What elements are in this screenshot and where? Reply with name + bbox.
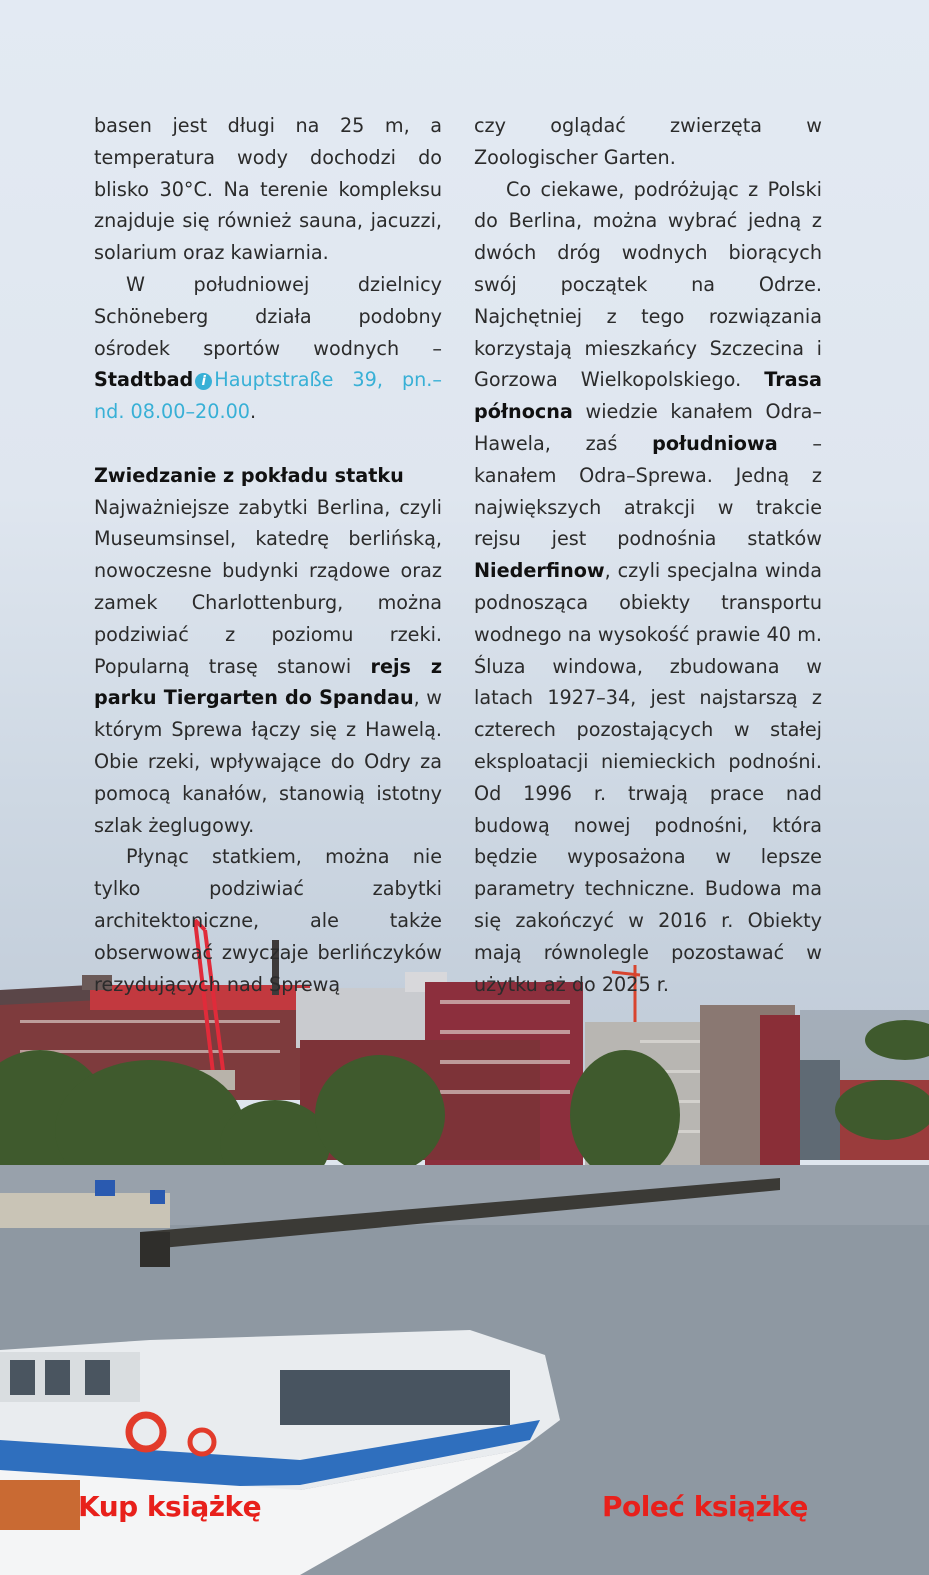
- text: .: [250, 400, 257, 424]
- text: wiedzie kanałem Odra–Hawela, zaś: [474, 400, 822, 455]
- section-heading: Zwiedzanie z pokładu statku: [94, 463, 404, 487]
- paragraph: [94, 492, 442, 842]
- venue-address: Hauptstraße 39, pn.–nd. 08.00–20.00: [94, 368, 442, 424]
- paragraph: basen jest długi na 25 m, a temperatura wody dochodzi do blisko 30°C. Na terenie kompleksu znajduje się również sauna, jacuzzi, solarium oraz kawiarnia.: [94, 114, 442, 265]
- text: , w którym Sprewa łączy się z Hawelą. Obie rzeki, wpływające do Odry za pomocą kanałów, stanowią istotny szlak żeglugowy.: [94, 686, 442, 837]
- paragraph: czy oglądać zwierzęta w Zoologischer Garten.: [474, 114, 822, 169]
- venue-name: Stadtbad: [94, 368, 194, 392]
- text: W południowej dzielnicy Schöneberg działa podobny ośrodek sportów wodnych –: [94, 272, 442, 360]
- text-column-left: [94, 110, 442, 1000]
- text: – kanałem Odra–Sprewa. Jedną z największych atrakcji w trakcie rejsu jest podnośnia statków: [474, 431, 822, 551]
- paragraph-stadtbad: [94, 269, 442, 428]
- bold-text: Niederfinow: [474, 559, 605, 583]
- text: Najważniejsze zabytki Berlina, czyli Museumsinsel, katedrę berlińską, nowoczesne budynki rządowe oraz zamek Charlottenburg, można podziwiać z poziomu rzeki. Popularną trasę stanowi: [94, 495, 442, 678]
- bold-text: rejs z parku Tiergarten do Spandau: [94, 654, 442, 710]
- text: , czyli specjalna winda podnosząca obiekty transportu wodnego na wysokość prawie 40 m. Śluza windowa, zbudowana w latach 1927–34, jest najstarszą z czterech pozostających w stałej eksploatacji niemieckich podnośni. Od 1996 r. trwają prace nad budową nowej podnośni, która będzie wyposażona w lepsze parametry techniczne. Budowa ma się zakończyć w 2016 r. Obiekty mają równolegle pozostawać w użytku aż do 2025 r.: [474, 559, 822, 996]
- bold-text: południowa: [652, 431, 778, 455]
- paragraph: Płynąc statkiem, można nie tylko podziwiać zabytki architektoniczne, ale także obserwować zwyczaje berlińczyków rezydujących nad Sprewą: [94, 845, 442, 996]
- text: Co ciekawe, podróżując z Polski do Berlina, można wybrać jedną z dwóch dróg wodnych biorących swój początek na Odrze. Najchętniej z tego rozwiązania korzystają mieszkańcy Szczecina i Gorzowa Wielkopolskiego.: [474, 177, 822, 392]
- paragraph: [474, 174, 822, 1001]
- buy-book-link[interactable]: Kup książkę: [78, 1490, 262, 1523]
- info-icon: i: [195, 373, 212, 390]
- bold-text: Trasa północna: [474, 368, 822, 424]
- text-column-right: [474, 110, 822, 1000]
- recommend-book-link[interactable]: Poleć książkę: [602, 1490, 808, 1523]
